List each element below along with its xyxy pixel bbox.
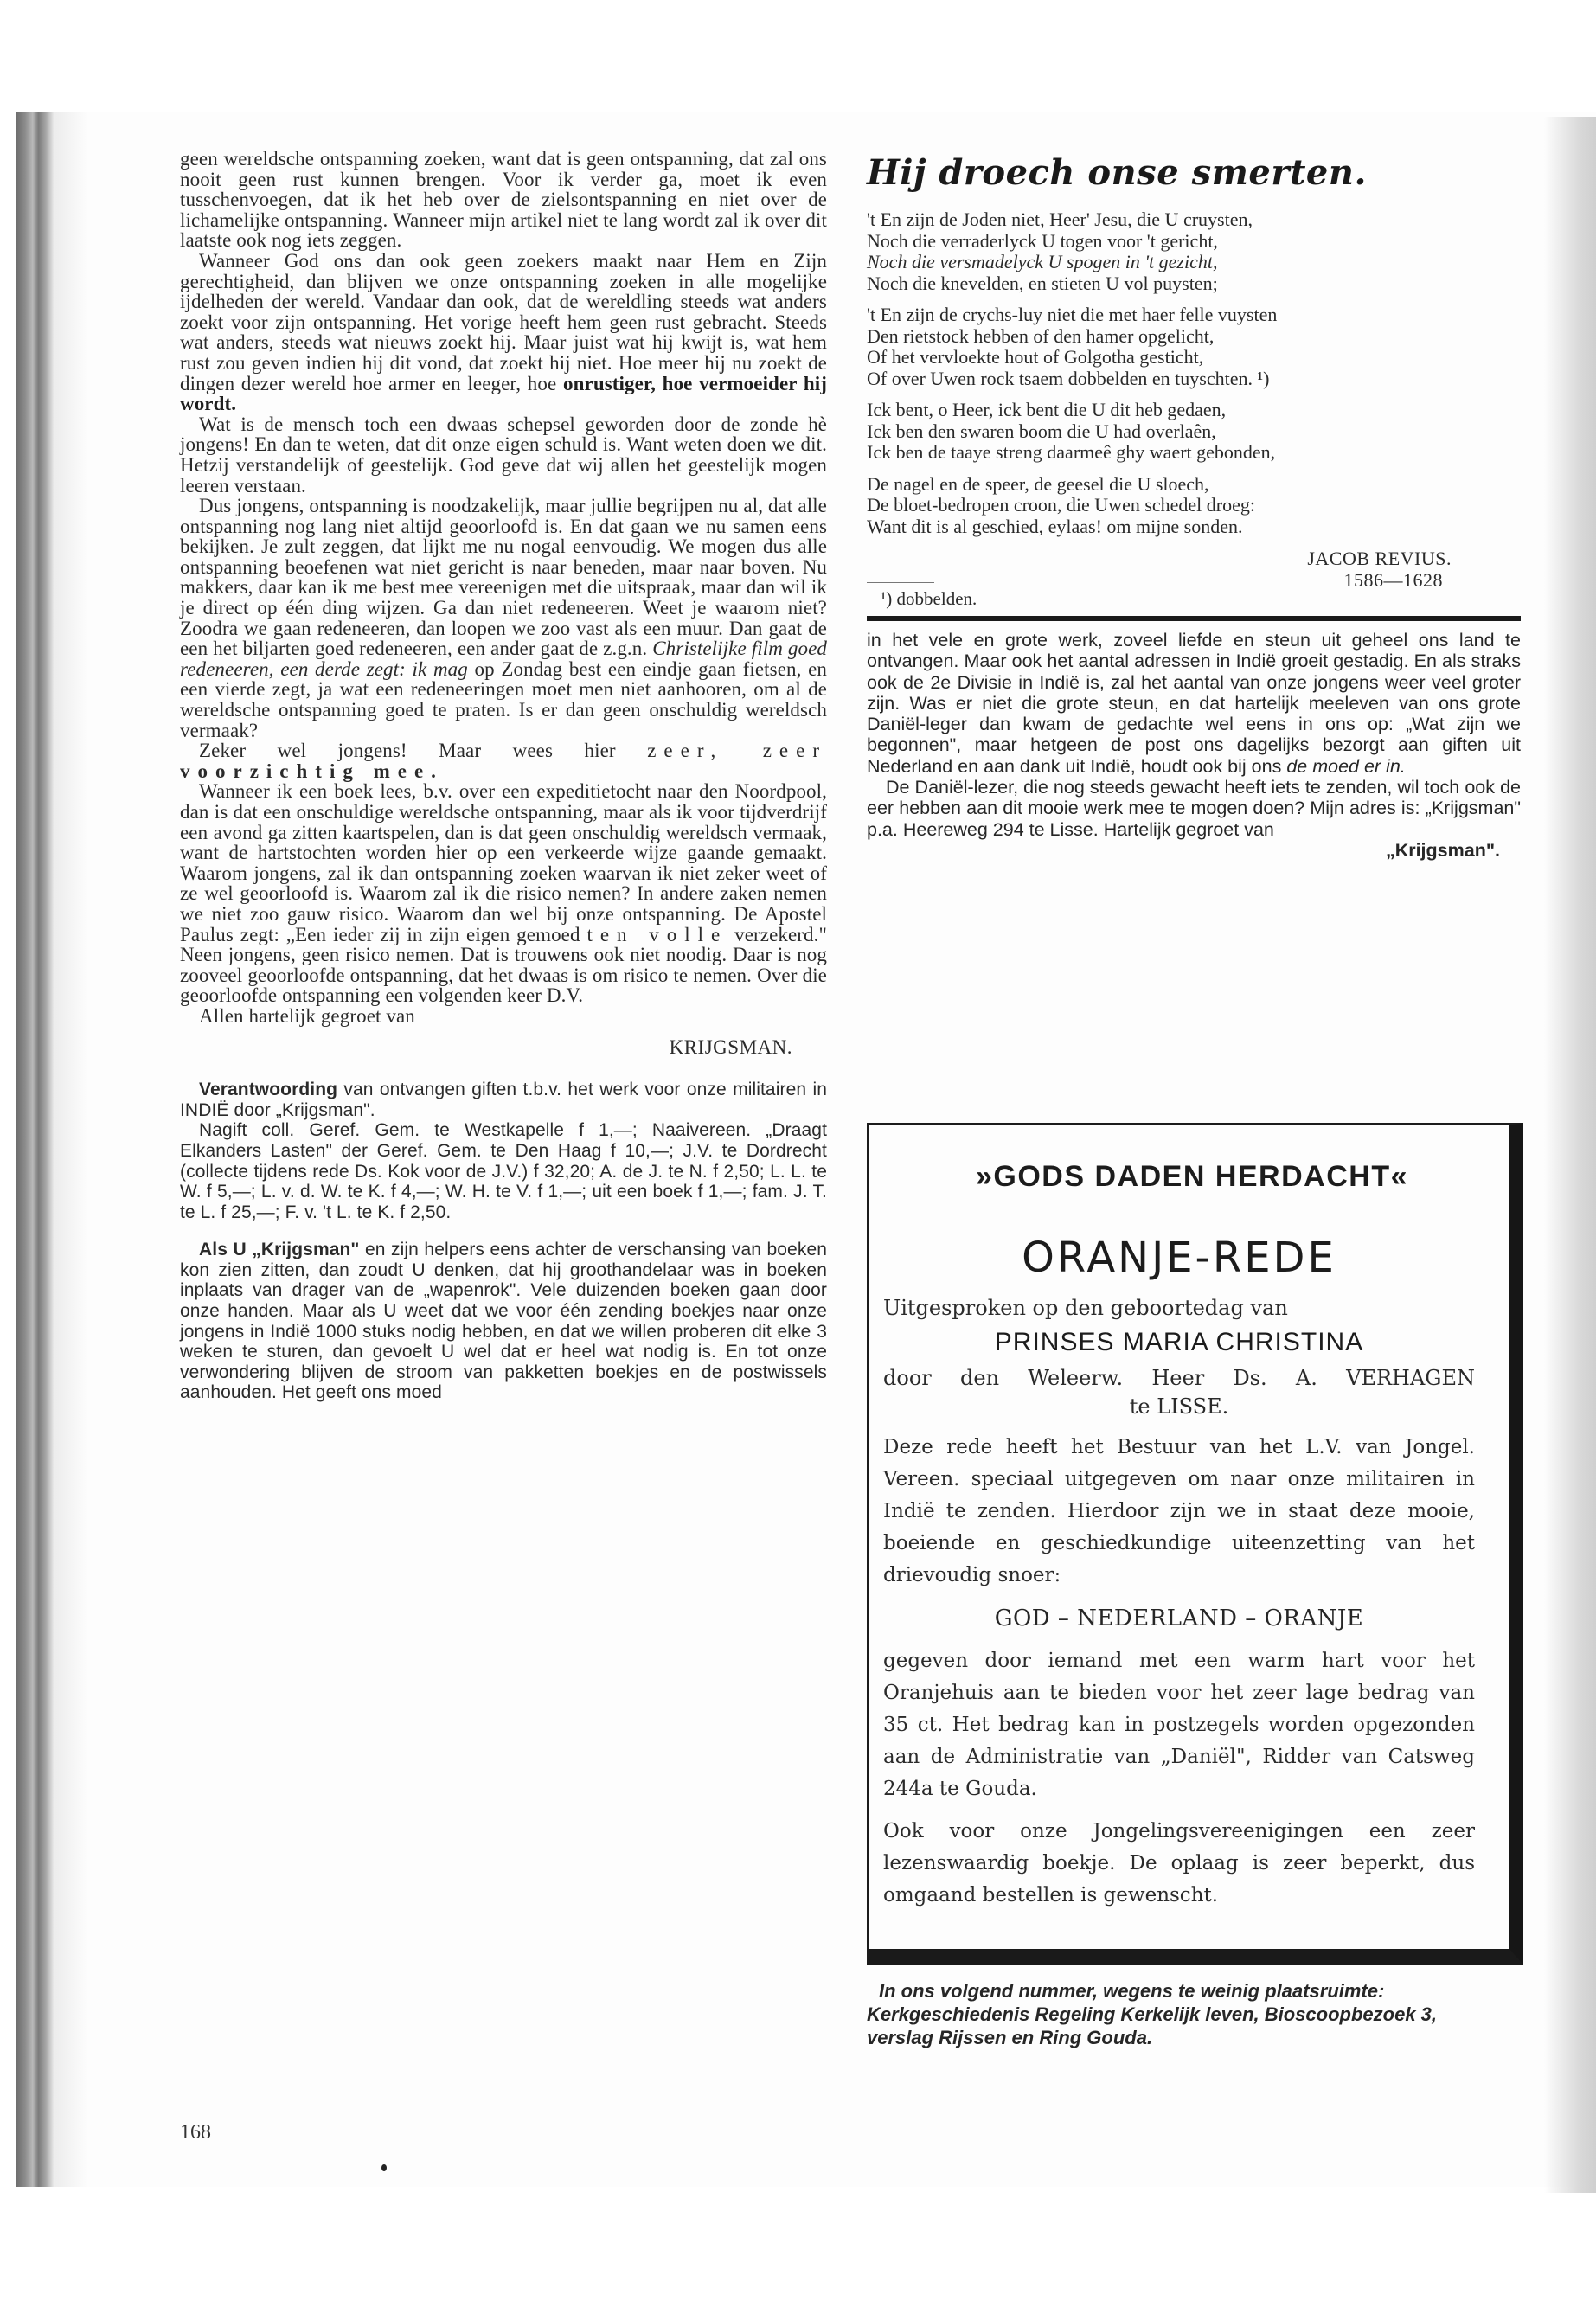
ad-headline: »GODS DADEN HERDACHT« <box>976 1160 1408 1193</box>
paragraph-text: Dus jongens, ontspanning is noodzakelijk, maar jullie begrijpen nu al, dat alle ontspanning nog lang niet altijd geoorloofd is. En dat gaan we nu samen eens bekijken. Je zult zeggen, dat lijkt me nu nogal eenvoudig. We mogen dus alle ontspanning beoefenen wat niet gericht is naar beneden, maar naar boven. Nu makkers, daar kan ik me best mee vereenigen met die uitspraak, maar dan wil ik je direct op één ding wijzen. Ga dan niet redeneeren. Weet je waarom niet? Zoodra we gaan redeneeren, dan loopen we zoo vast als een muur. Dan gaat de een het biljarten goed redeneeren, een ander gaat de z.g.n. <box>180 495 827 660</box>
poem-author: JACOB REVIUS. <box>1307 548 1452 569</box>
spacer <box>180 1222 827 1240</box>
poem-line: 't En zijn de crychs-luy niet die met haer felle vuysten <box>867 304 1278 325</box>
next-issue-line: In ons volgend nummer, wegens te weinig plaatsruimte: <box>879 1980 1385 2002</box>
ad-paragraph: Ook voor onze Jongelingsvereenigingen een zeer lezenswaardig boekje. De oplaag is zeer beperkt, dus omgaand bestellen is gewenscht. <box>883 1820 1475 1907</box>
paragraph-text: Wanneer God ons dan ook geen zoekers maakt naar Hem en Zijn gerechtigheid, dan blijven we onze ontspanning zoeken in alle mogelijke ijdelheden der wereld. Vandaar dan ook, dat de wereldling steeds wat anders zoekt voor zijn ontspanning. Het vorige heeft hem geen rust gebracht. Steeds wat anders, steeds wat nieuws zoekt hij. Maar juist wat hij kwijt is, wat hem rust zou geven indien hij dit vond, dat zoekt hij niet. Hoe meer hij nu zoekt de dingen dezer wereld hoe armer en leeger, hoe <box>180 249 827 394</box>
article-paragraph: geen wereldsche ontspanning zoeken, want dat is geen ontspanning, dat zal ons nooit geen rust kunnen brengen. Voor ik verder ga, moet ik even tusschenvoegen, dat ik het heb over de zielsontspanning en niet over de lichamelijke ontspanning. Wanneer mijn artikel niet te lang wordt zal ik over dit laatste ook nog iets zeggen. <box>180 148 827 252</box>
ad-speaker: door den Weleerw. Heer Ds. A. VERHAGEN <box>883 1366 1475 1390</box>
poem-line: De bloet-bedropen croon, die Uwen schedel droeg: <box>867 494 1256 516</box>
appeal-paragraph <box>180 1240 827 1403</box>
poem-line: Noch die knevelden, en stieten U vol puysten; <box>867 272 1218 294</box>
article-paragraph <box>867 630 1521 777</box>
paragraph-text: op Zondag best een eindje gaan fietsen, en een vierde zegt, ja wat een redeneeringen moet men niet aanhooren, om al de wereldsche ontspanning goed te praten. Is er dan geen onschuldig wereldsch vermaak? <box>180 657 827 741</box>
appeal-section <box>180 1240 827 1403</box>
paragraph-text: Wanneer ik een boek lees, b.v. over een expeditietocht naar den Noordpool, dan is dat een onschuldige wereldsche ontspanning, maar als ik voor tijdverdrijf een avond ga zitten kaartspelen, dan is dat geen onschuldig wereldsch vermaak, want de hartstochten worden hier op een verkeerde wijze gaande gemaakt. Waarom jongens, zal ik dan ontspanning zoeken waarvan ik niet zeker weet of ze wel geoorloofd is. Waarom zal ik die risico nemen? In andere zaken nemen we niet zoo gauw risico. Waarom dan wel bij onze ontspanning. De Apostel Paulus zegt: „Een ieder zij in zijn eigen gemoed <box>180 780 827 945</box>
poem-line: Want dit is al geschied, eylaas! om mijne sonden. <box>867 515 1243 537</box>
section-divider <box>867 616 1521 621</box>
spaced-emphasis: zeer, zeer <box>647 740 827 762</box>
article-paragraph: Wat is de mensch toch een dwaas schepsel geworden door de zonde hè jongens! En dan te weten, dat dit onze eigen schuld is. Want weten doen we dit. Hetzij verstandelijk of geestelijk. God geve dat wij allen het geestelijk mogen leeren verstaan. <box>180 413 827 497</box>
donations-section <box>180 1080 827 1222</box>
article-signature: KRIJGSMAN. <box>669 1035 792 1058</box>
page-number: 168 <box>180 2121 211 2144</box>
donations-heading-bold: Verantwoording <box>199 1080 338 1100</box>
footnote-text: dobbelden. <box>896 588 977 609</box>
advertisement-content <box>869 1125 1509 1912</box>
author-years: 1586—1628 <box>1343 569 1443 591</box>
paragraph-text: in het vele en grote werk, zoveel liefde en steun uit geheel ons land te ontvangen. Maar ook het aantal adressen in Indië groeit gestadig. En als straks ook de 2e Divisie in Indië is, zal het aantal van onze jongens weer veel groter zijn. Was er niet die grote steun, en dat hartelijk meeleven van ons grote Daniël-leger dan kwam de gedachte wel eens in ons op: „Wat zijn we begonnen", maar hetgeen de post ons dagelijks bezorgt aan giften uit Nederland en aan dank uit Indië, houdt ook bij ons <box>867 630 1521 777</box>
poem-line: Ick bent, o Heer, ick bent die U dit heb gedaen, <box>867 399 1227 420</box>
right-column <box>867 149 1521 861</box>
ad-honoree: PRINSES MARIA CHRISTINA <box>994 1328 1364 1356</box>
article-paragraph: De Daniël-lezer, die nog steeds gewacht heeft iets te zenden, wil toch ook de eer hebben aan dit mooie werk mee te mogen doen? Mijn adres is: „Krijgsman" p.a. Heereweg 294 te Lisse. Hartelijk gegroet van <box>867 777 1521 840</box>
spacer <box>180 1057 827 1080</box>
ad-place: te LISSE. <box>1129 1394 1229 1419</box>
poem-line: De nagel en de speer, de geesel die U sloech, <box>867 472 1209 495</box>
article-paragraph <box>180 781 827 1006</box>
poem-stanza <box>867 400 1521 464</box>
appeal-lead: Als U „Krijgsman" <box>199 1240 360 1260</box>
spaced-bold-emphasis: voorzichtig mee. <box>180 760 444 782</box>
poem-line: Of over Uwen rock tsaem dobbelden en tuyschten. ¹) <box>867 367 1270 389</box>
continuation-signature: „Krijgsman". <box>1385 839 1500 861</box>
donations-list: Nagift coll. Geref. Gem. te Westkapelle f 1,—; Naaivereen. „Draagt Elkanders Lasten" der Geref. Gem. te Den Haag f 10,—; J.V. te Dordrecht (collecte tijdens rede Ds. Kok voor de J.V.) f 32,20; A. de J. te N. f 2,50; L. L. te W. f 5,—; L. v. d. W. te K. f 4,—; W. H. te V. f 1,—; uit een boek f 1,—; fam. J. T. te L. f 25,—; F. v. 't L. te K. f 2,50. <box>180 1120 827 1222</box>
poem-line: Noch die verraderlyck U togen voor 't gericht, <box>867 229 1218 252</box>
poem-line: 't En zijn de Joden niet, Heer' Jesu, die U cruysten, <box>867 208 1253 230</box>
ad-motto: GOD – NEDERLAND – ORANJE <box>994 1606 1364 1631</box>
continuation-article <box>867 630 1521 861</box>
book-binding-shadow <box>16 112 54 2187</box>
poem-line: Of het vervloekte hout of Golgotha gesticht, <box>867 346 1204 368</box>
paragraph-italic-text: de moed er in. <box>1286 755 1406 777</box>
article-paragraph <box>180 740 827 781</box>
poem-title: Hij droech onse smerten. <box>867 152 1367 193</box>
ink-speck <box>381 2164 387 2171</box>
ad-paragraph: Deze rede heeft het Bestuur van het L.V. van Jongel. Vereen. speciaal uitgegeven om naar onze militairen in Indië te zenden. Hierdoor zijn we in staat deze mooie, boeiende en geschiedkundige uiteenzetting van het drievoudig snoer: <box>883 1436 1475 1586</box>
footnote <box>867 588 1521 609</box>
donations-heading-text: van ontvangen giften t.b.v. het werk voor onze militairen in INDIË door „Krijgsman". <box>180 1080 827 1120</box>
ad-paragraph: gegeven door iemand met een warm hart voor het Oranjehuis aan te bieden voor het zeer lage bedrag van 35 ct. Het bedrag kan in postzegels worden opgezonden aan de Administratie van „Daniël", Ridder van Catsweg 244a te Gouda. <box>883 1650 1475 1800</box>
next-issue-line: verslag Rijssen en Ring Gouda. <box>867 2027 1153 2048</box>
article-closing: Allen hartelijk gegroet van <box>199 1004 415 1027</box>
page-edge-shadow <box>1544 117 1596 2193</box>
ad-subtitle: Uitgesproken op den geboortedag van <box>883 1296 1288 1320</box>
next-issue-notice <box>867 1979 1524 2049</box>
poem-stanza <box>867 304 1521 389</box>
left-column <box>180 149 827 1403</box>
poem-line: Ick ben de taaye streng daarmeê ghy waert gebonden, <box>867 441 1276 463</box>
paragraph-text: verzekerd." Neen jongens, geen risico nemen. Dat is trouwens ook niet noodig. Daar is nog zooveel geoorloofde ontspanning, dat het dwaas is om risico te nemen. Over die geoorloofde ontspanning een volgenden keer D.V. <box>180 923 828 1007</box>
donations-heading <box>180 1080 827 1120</box>
poem-stanza <box>867 209 1521 294</box>
footnote-divider <box>867 582 934 583</box>
poem-stanza <box>867 474 1521 538</box>
spaced-emphasis: ten volle <box>586 923 728 945</box>
binding-gradient <box>54 112 88 2187</box>
ad-title: ORANJE-REDE <box>1022 1234 1336 1282</box>
article-paragraph <box>180 496 827 740</box>
poem-line: Den rietstock hebben of den hamer opgelicht, <box>867 324 1215 347</box>
paragraph-text: Zeker wel jongens! Maar wees hier <box>199 740 616 762</box>
advertisement-box <box>867 1123 1523 1965</box>
next-issue-line: Kerkgeschiedenis Regeling Kerkelijk leven, Bioscoopbezoek 3, <box>867 2003 1438 2025</box>
poem-line: Ick ben den swaren boom die U had overlaên, <box>867 420 1216 442</box>
article-paragraph <box>180 251 827 414</box>
poem-line: Noch die versmadelyck U spogen in 't gezicht, <box>867 251 1218 272</box>
appeal-text: en zijn helpers eens achter de verschansing van boeken kon zien zitten, dan zoudt U denken, dat hij groothandelaar was in boeken inplaats van drager van de „wapenrok". Vele duizenden boeken gaan door onze handen. Maar als U weet dat we voor één zending boekjes naar onze jongens in Indië 1000 stuks nodig hebben, en dat we willen proberen dit elke 3 weken te sturen, dan gevoelt U wel dat er heel wat nodig is. En tot onze verwondering blijven de stroom van pakketten boekjes en de postwissels aanhouden. Het geeft ons moed <box>180 1240 827 1403</box>
paragraph-bold-text: onrustiger, hoe vermoeider hij wordt. <box>180 372 827 415</box>
footnote-marker: ¹) <box>881 588 893 609</box>
paragraph-italic-text: Christelijke film goed redeneeren, een derde zegt: ik mag <box>180 638 827 680</box>
